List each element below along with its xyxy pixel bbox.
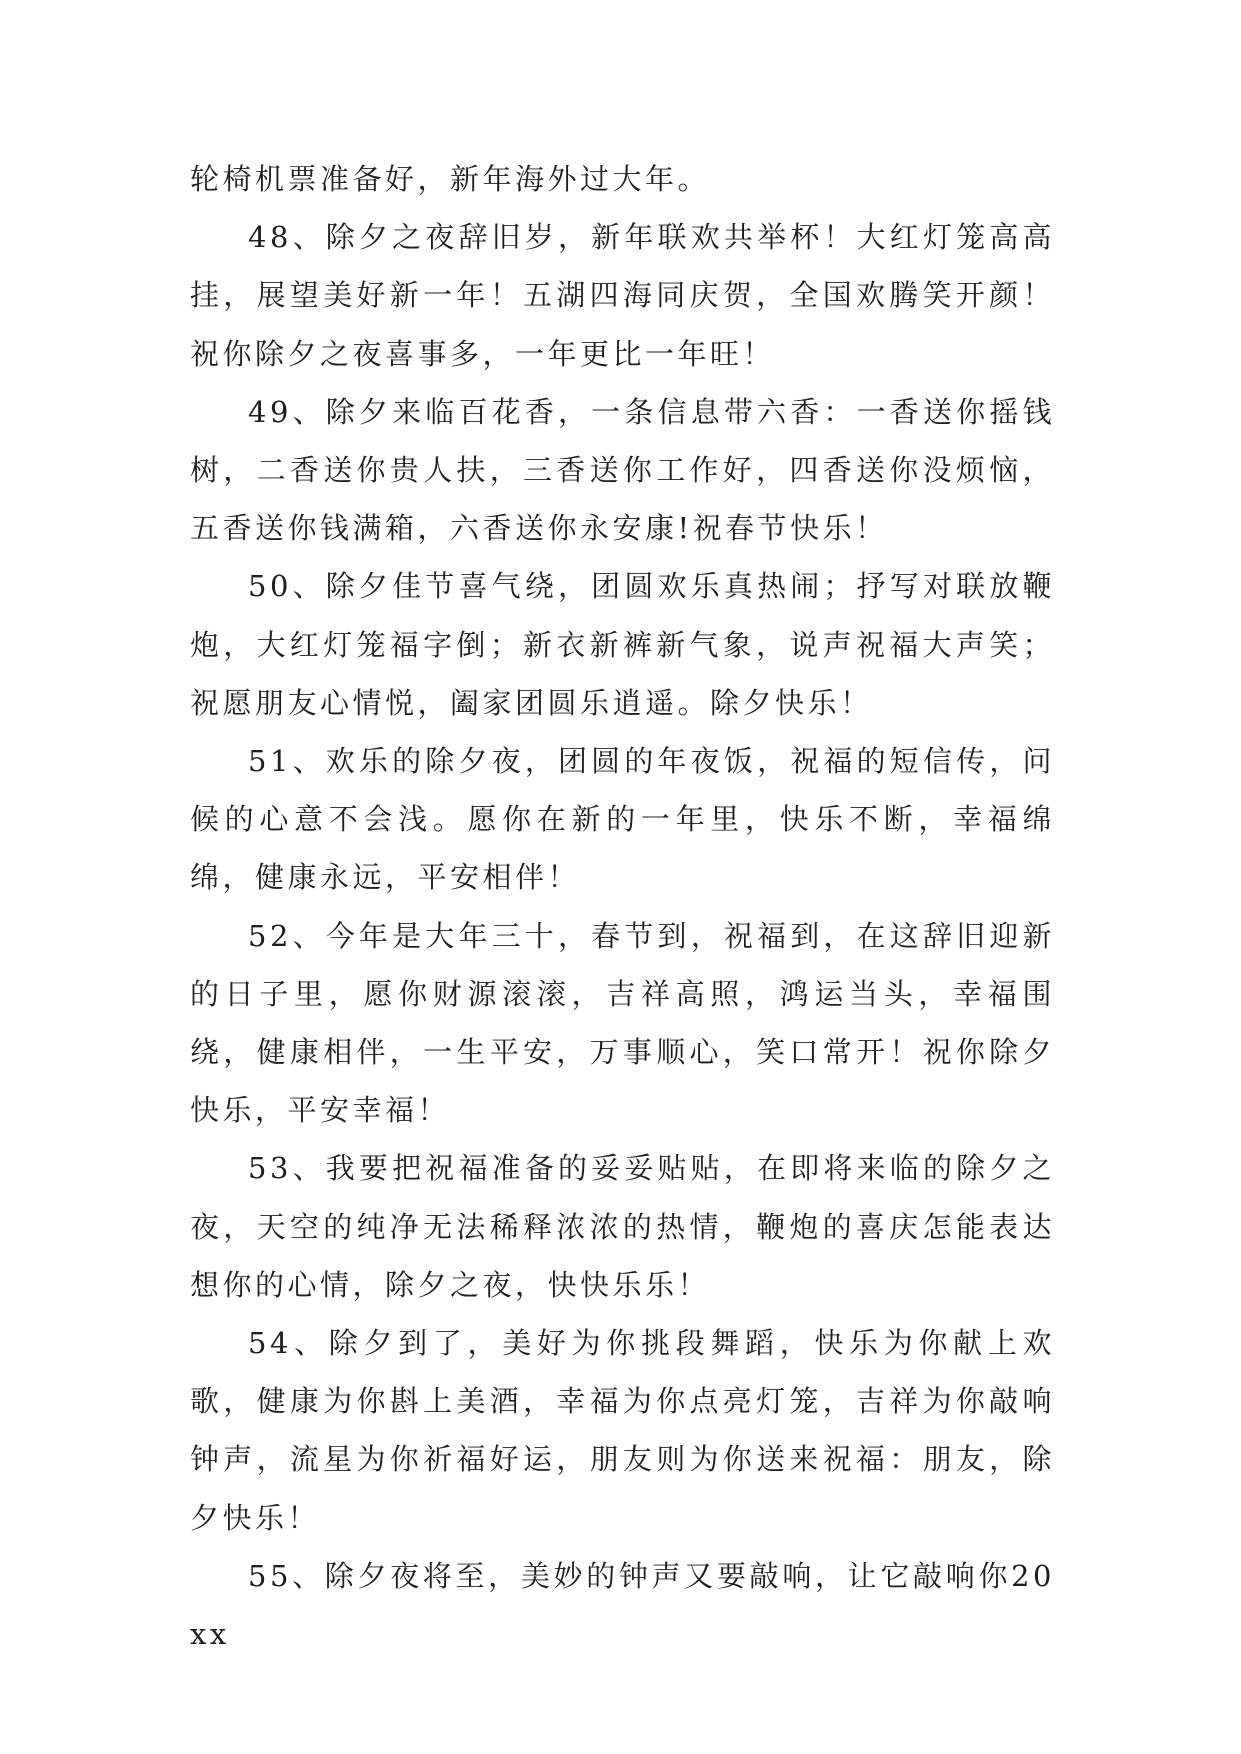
paragraph-54: 54、除夕到了，美好为你挑段舞蹈，快乐为你献上欢歌，健康为你斟上美酒，幸福为你点亮灯笼，吉祥为你敲响钟声，流星为你祈福好运，朋友则为你送来祝福：朋友，除夕快乐！ <box>190 1326 1055 1535</box>
paragraph-52: 52、今年是大年三十，春节到，祝福到，在这辞旧迎新的日子里，愿你财源滚滚，吉祥高照，鸿运当头，幸福围绕，健康相伴，一生平安，万事顺心，笑口常开！祝你除夕快乐，平安幸福！ <box>190 918 1055 1128</box>
paragraph-49: 49、除夕来临百花香，一条信息带六香：一香送你摇钱树，二香送你贵人扶，三香送你工作好，四香送你没烦恼，五香送你钱满箱，六香送你永安康!祝春节快乐！ <box>190 394 1055 546</box>
paragraph-48: 48、除夕之夜辞旧岁，新年联欢共举杯！大红灯笼高高挂，展望美好新一年！五湖四海同庆贺，全国欢腾笑开颜！祝你除夕之夜喜事多，一年更比一年旺！ <box>190 220 1055 371</box>
paragraph-53: 53、我要把祝福准备的妥妥贴贴，在即将来临的除夕之夜，天空的纯净无法稀释浓浓的热情，鞭炮的喜庆怎能表达想你的心情，除夕之夜，快快乐乐！ <box>190 1151 1055 1302</box>
document-body <box>190 150 1055 1663</box>
paragraph-55: 55、除夕夜将至，美妙的钟声又要敲响，让它敲响你20xx <box>190 1558 1055 1652</box>
paragraph-51: 51、欢乐的除夕夜，团圆的年夜饭，祝福的短信传，问候的心意不会浅。愿你在新的一年里，快乐不断，幸福绵绵，健康永远，平安相伴！ <box>190 744 1055 895</box>
paragraph-47-continuation: 轮椅机票准备好，新年海外过大年。 <box>190 162 711 196</box>
paragraph-50: 50、除夕佳节喜气绕，团圆欢乐真热闹；抒写对联放鞭炮，大红灯笼福字倒；新衣新裤新气象，说声祝福大声笑；祝愿朋友心情悦，阖家团圆乐逍遥。除夕快乐！ <box>190 569 1055 720</box>
